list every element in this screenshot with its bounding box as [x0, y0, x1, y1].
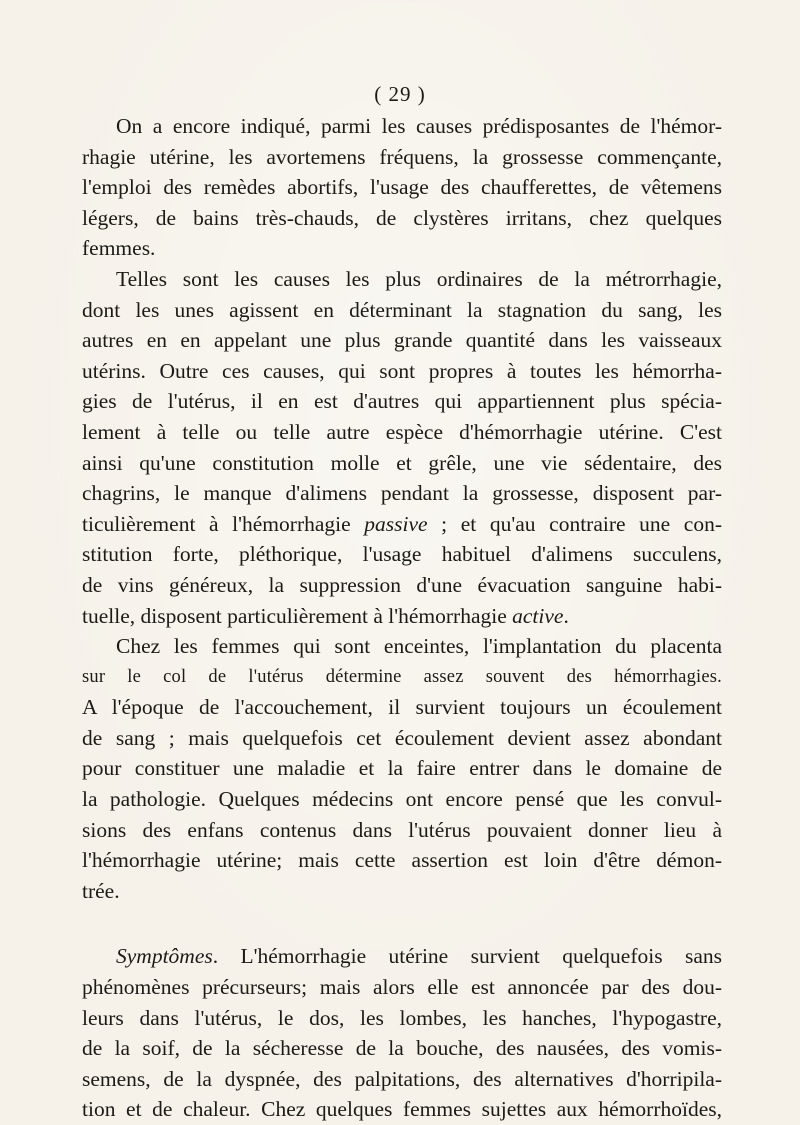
text-line: sions des enfans contenus dans l'utérus pouvaient donner lieu à [82, 817, 722, 842]
text-line: Telles sont les causes les plus ordinaires de la métrorrhagie, [116, 266, 722, 291]
text-line: utérins. Outre ces causes, qui sont propres à toutes les hémorrha- [82, 358, 722, 383]
text-segment: tuelle, disposent particulièrement à l'hémorrhagie [82, 603, 513, 628]
text-segment: . [563, 603, 569, 628]
text-line: chagrins, le manque d'alimens pendant la grossesse, disposent par- [82, 481, 722, 506]
text-line: de la soif, de la sécheresse de la bouche, des nausées, des vomis- [82, 1036, 722, 1061]
paragraph-gap [82, 906, 722, 941]
text-line: légers, de bains très-chauds, de clystères irritans, chez quelques [82, 205, 722, 230]
text-line: sur le col de l'utérus détermine assez souvent des hémorrhagies. [82, 666, 722, 687]
text-segment: ticulièrement à l'hémorrhagie [82, 511, 365, 536]
body-text [82, 111, 722, 1125]
text-line [82, 601, 722, 632]
text-line: Chez les femmes qui sont enceintes, l'implantation du placenta [116, 634, 722, 659]
text-line: lement à telle ou telle autre espèce d'hémorrhagie utérine. C'est [82, 419, 722, 444]
text-line: l'hémorrhagie utérine; mais cette assertion est loin d'être démon- [82, 848, 722, 873]
text-segment: . L'hémorrhagie utérine survient quelquefois sans [212, 944, 722, 969]
text-line: la pathologie. Quelques médecins ont encore pensé que les convul- [82, 787, 722, 812]
text-line [82, 509, 722, 540]
text-line: autres en en appelant une plus grande quantité dans les vaisseaux [82, 328, 722, 353]
text-line: gies de l'utérus, il en est d'autres qui appartiennent plus spécia- [82, 389, 722, 414]
italic-term: passive [364, 511, 428, 536]
text-line: ainsi qu'une constitution molle et grêle, une vie sédentaire, des [82, 450, 722, 475]
page-number: ( 29 ) [374, 82, 426, 106]
italic-term: active [512, 603, 564, 628]
text-line: phénomènes précurseurs; mais alors elle est annoncée par des dou- [82, 975, 722, 1000]
text-line: trée. [82, 878, 120, 903]
text-line [82, 941, 722, 972]
text-line: On a encore indiqué, parmi les causes prédisposantes de l'hémor- [116, 114, 722, 138]
text-line: tion et de chaleur. Chez quelques femmes sujettes aux hémorrhoïdes, [82, 1097, 722, 1122]
text-line: A l'époque de l'accouchement, il survient toujours un écoulement [82, 695, 722, 720]
text-line: dont les unes agissent en déterminant la stagnation du sang, les [82, 297, 722, 322]
text-line: stitution forte, pléthorique, l'usage habituel d'alimens succulens, [82, 542, 722, 567]
text-line: semens, de la dyspnée, des palpitations, des alternatives d'horripila- [82, 1066, 722, 1091]
text-segment: ; et qu'au contraire une con- [427, 511, 722, 536]
text-line: de sang ; mais quelquefois cet écoulement devient assez abondant [82, 725, 722, 750]
section-heading: Symptômes [116, 944, 213, 969]
text-line: l'emploi des remèdes abortifs, l'usage des chaufferettes, de vêtemens [82, 175, 722, 200]
text-line: femmes. [82, 236, 156, 261]
text-line: rhagie utérine, les avortemens fréquens, la grossesse commençante, [82, 144, 722, 169]
text-line: de vins généreux, la suppression d'une évacuation sanguine habi- [82, 572, 722, 597]
text-line: leurs dans l'utérus, le dos, les lombes, les hanches, l'hypogastre, [82, 1005, 722, 1030]
text-line: pour constituer une maladie et la faire entrer dans le domaine de [82, 756, 722, 781]
